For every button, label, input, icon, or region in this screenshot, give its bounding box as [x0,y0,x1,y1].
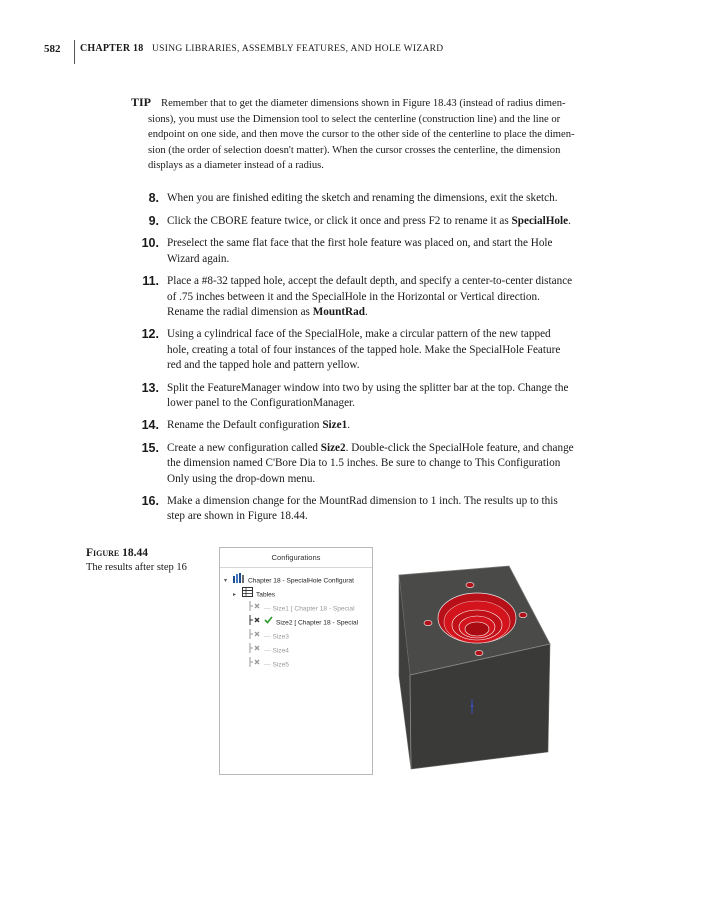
tables-label: Tables [256,591,276,599]
tree-item-config[interactable]: — Size3 [249,629,289,642]
configuration-manager-panel [219,547,373,775]
config-node-icon [249,657,261,672]
tree-item-config[interactable]: — Size4 [249,643,289,656]
step-bold-term: Size1 [322,419,348,432]
step-text: hole, creating a total of four instances of the tapped hole. Make the SpecialHole Feature [167,343,561,356]
step-number: 9. [148,213,159,228]
config-label: Size4 [272,647,289,655]
tip-box [131,95,656,174]
step-number: 15. [141,441,159,456]
step-bold-term: SpecialHole [511,214,569,227]
step-text: Create a new configuration called [167,442,321,455]
tip-text-line: displays as a diameter instead of a radius. [148,160,324,171]
step-item [132,236,662,266]
step-text: Preselect the same flat face that the first hole feature was placed on, and start the Hole [167,237,553,250]
tip-text-line: sions), you must use the Dimension tool to select the centerline (construction line) and the line or [148,113,561,125]
step-text: Make a dimension change for the MountRad dimension to 1 inch. The results up to this [167,495,558,508]
tree-item-config[interactable]: — Size5 [249,657,289,670]
step-bold-term: MountRad [312,305,365,318]
step-text: lower panel to the ConfigurationManager. [167,396,355,409]
step-text: Rename the Default configuration [167,419,323,432]
step-text: Only using the drop-down menu. [167,472,316,485]
table-icon [242,587,253,602]
tree-item-tables[interactable] [233,587,275,600]
config-node-icon [249,601,261,616]
step-item [132,418,662,433]
figure-caption [86,546,216,575]
step-text: Using a cylindrical face of the SpecialHole, make a circular pattern of the new tapped [167,328,551,341]
step-text: of .75 inches between it and the SpecialHole in the Horizontal or Vertical direction. [167,290,540,303]
step-item [132,441,662,487]
step-item [132,274,662,320]
header-divider [74,40,75,64]
tree-root-label: Chapter 18 - SpecialHole Configurat [248,577,354,585]
step-text: Click the CBORE feature twice, or click it once and press F2 to rename it as [167,214,512,227]
step-number: 8. [148,191,159,205]
config-label: Size5 [272,661,289,669]
triangle-down-icon[interactable]: ▾ [224,578,228,585]
panel-title: Configurations [220,548,372,568]
step-text: . [568,214,571,227]
config-label: Size2 [ Chapter 18 - Special [276,619,359,627]
step-item [132,327,662,373]
config-node-icon [249,615,261,630]
page-number: 582 [44,43,61,55]
triangle-right-icon[interactable]: ▸ [233,592,237,599]
step-item [132,191,662,206]
step-item [132,494,662,524]
step-text: . [364,305,368,318]
chapter-label: CHAPTER 18 [80,43,144,54]
step-text: . [347,419,350,432]
model-viewport [397,562,553,774]
step-item [132,381,662,411]
step-text: Wizard again. [167,252,230,265]
config-label: Size3 [272,633,289,641]
step-text: . Double-click the SpecialHole feature, and change [345,442,574,455]
green-check-icon [264,616,273,629]
step-text: step are shown in Figure 18.44. [167,510,308,523]
counterbore-hole-icon [438,593,516,643]
figure-caption-text: The results after step 16 [86,561,187,573]
step-text: When you are finished editing the sketch and renaming the dimensions, exit the sketch. [167,192,558,204]
tip-text-line: endpoint on one side, and then move the cursor to the other side of the centerline to place the dimen- [148,129,575,140]
step-number: 11. [142,274,159,289]
step-number: 12. [141,327,159,342]
step-text: Place a #8-32 tapped hole, accept the default depth, and specify a center-to-center distance [167,275,573,288]
figure-label: Figure 18.44 [86,547,149,559]
config-node-icon [249,643,261,658]
tree-item-config[interactable]: — Size1 [ Chapter 18 - Special [249,601,355,614]
config-node-icon [249,629,261,644]
step-number: 14. [141,418,159,433]
cube-model [399,566,550,769]
tree-item-config-active[interactable] [249,615,358,628]
step-list [132,191,662,532]
tree-item-root[interactable] [224,573,354,586]
step-number: 13. [141,380,159,395]
step-text: red and the tapped hole and pattern yellow. [167,358,360,371]
tip-text-line: sion (the order of selection doesn't matter). When the cursor crosses the centerline, the dimension [148,144,561,156]
step-text: Split the FeatureManager window into two by using the splitter bar at the top. Change the [167,381,569,394]
running-header [0,40,717,64]
tip-label: TIP [131,95,152,109]
step-text: Rename the radial dimension as [167,305,313,318]
step-number: 16. [141,494,159,509]
tip-text-line: Remember that to get the diameter dimensions shown in Figure 18.43 (instead of radius dimen- [161,98,566,109]
step-bold-term: Size2 [320,442,346,455]
part-config-icon [233,573,245,588]
step-text: the dimension named C'Bore Dia to 1.5 inches. Be sure to change to This Configuration [167,457,561,470]
step-item [132,214,662,229]
config-label: Size1 [ Chapter 18 - Special [272,605,355,613]
chapter-title: USING LIBRARIES, ASSEMBLY FEATURES, AND HOLE WIZARD [152,44,444,54]
step-number: 10. [141,236,159,251]
